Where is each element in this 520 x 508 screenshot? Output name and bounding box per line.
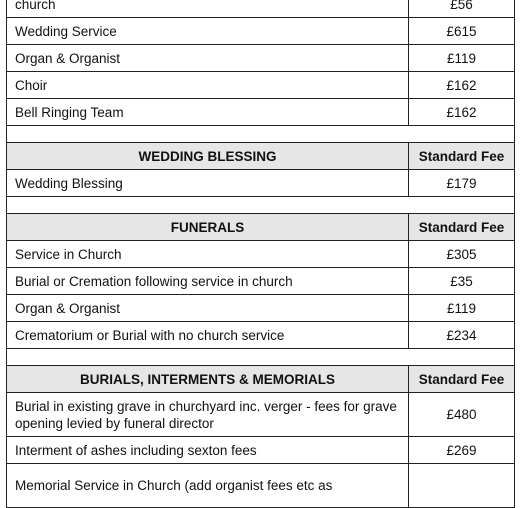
fee-description: Bell Ringing Team	[7, 99, 409, 126]
section-header-row	[7, 366, 515, 393]
fee-description: church	[7, 0, 409, 18]
section-title: BURIALS, INTERMENTS & MEMORIALS	[7, 366, 409, 393]
fee-amount	[409, 464, 515, 508]
section-header-row	[7, 143, 515, 170]
fee-row	[7, 437, 515, 464]
section-title: WEDDING BLESSING	[7, 143, 409, 170]
spacer-cell	[7, 126, 515, 143]
fee-amount: £56	[409, 0, 515, 18]
standard-fee-header: Standard Fee	[409, 366, 515, 393]
fee-amount: £305	[409, 241, 515, 268]
fee-amount: £269	[409, 437, 515, 464]
fee-description: Burial in existing grave in churchyard inc. verger - fees for grave opening levied by funeral director	[7, 393, 409, 437]
fee-row	[7, 268, 515, 295]
spacer-row	[7, 197, 515, 214]
fee-amount: £480	[409, 393, 515, 437]
fee-description: Choir	[7, 72, 409, 99]
fee-row	[7, 99, 515, 126]
fee-amount: £119	[409, 295, 515, 322]
fee-amount: £179	[409, 170, 515, 197]
spacer-cell	[7, 349, 515, 366]
fee-description: Crematorium or Burial with no church service	[7, 322, 409, 349]
spacer-cell	[7, 197, 515, 214]
fees-table-body	[7, 0, 515, 508]
fee-row	[7, 18, 515, 45]
fee-amount: £234	[409, 322, 515, 349]
fee-row	[7, 72, 515, 99]
spacer-row	[7, 349, 515, 366]
fee-description: Memorial Service in Church (add organist fees etc as	[7, 464, 409, 508]
fee-amount: £35	[409, 268, 515, 295]
fee-amount: £162	[409, 99, 515, 126]
fee-description: Interment of ashes including sexton fees	[7, 437, 409, 464]
section-header-row	[7, 214, 515, 241]
fee-row	[7, 0, 515, 18]
fee-description: Wedding Blessing	[7, 170, 409, 197]
fee-row	[7, 45, 515, 72]
section-title: FUNERALS	[7, 214, 409, 241]
fee-description: Organ & Organist	[7, 295, 409, 322]
fees-table	[6, 0, 515, 508]
standard-fee-header: Standard Fee	[409, 214, 515, 241]
fee-row	[7, 241, 515, 268]
fee-row	[7, 322, 515, 349]
spacer-row	[7, 126, 515, 143]
fee-row	[7, 464, 515, 508]
fee-description: Service in Church	[7, 241, 409, 268]
fee-row	[7, 393, 515, 437]
fee-description: Burial or Cremation following service in church	[7, 268, 409, 295]
fee-amount: £615	[409, 18, 515, 45]
fee-row	[7, 170, 515, 197]
standard-fee-header: Standard Fee	[409, 143, 515, 170]
fee-amount: £119	[409, 45, 515, 72]
fee-amount: £162	[409, 72, 515, 99]
fee-row	[7, 295, 515, 322]
fee-description: Organ & Organist	[7, 45, 409, 72]
fee-description: Wedding Service	[7, 18, 409, 45]
